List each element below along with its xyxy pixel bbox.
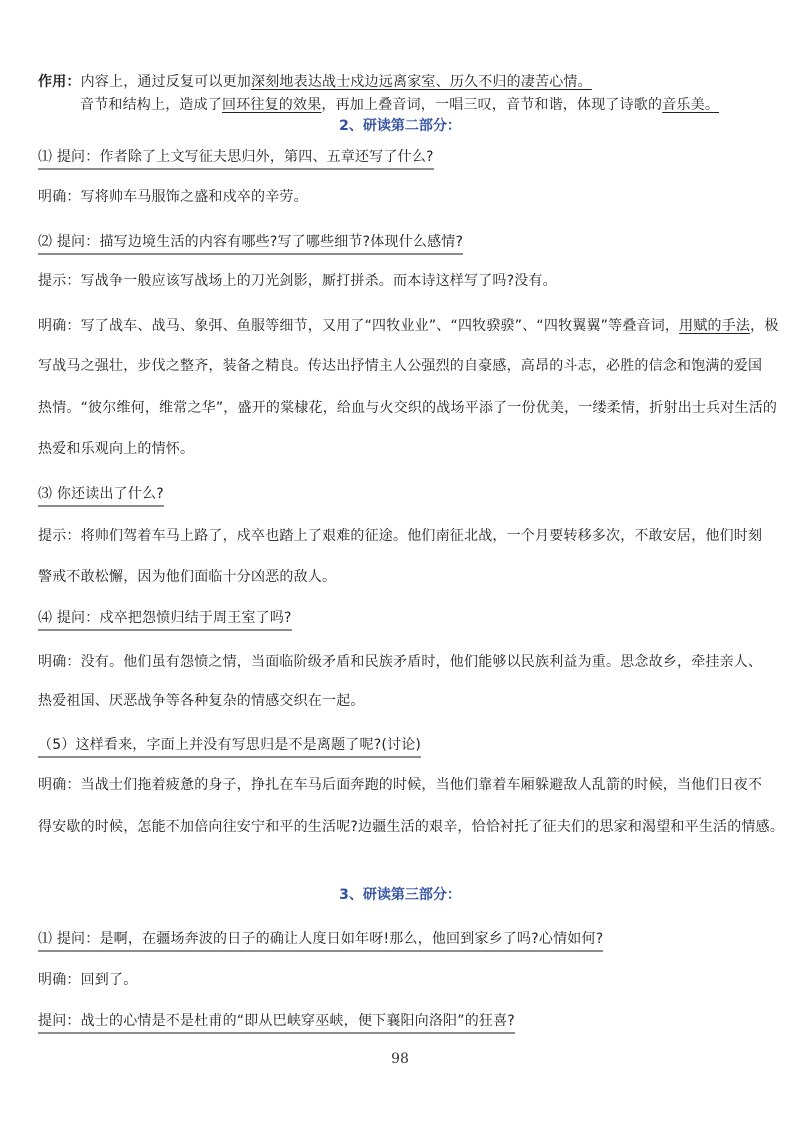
answer-1: 明确：写将帅车马服饰之盛和戍卒的辛劳。 — [38, 189, 308, 205]
zuoyong-text-a: 内容上，通过反复可以更加 — [80, 74, 252, 90]
question-2-text: ⑵ 提问：描写边境生活的内容有哪些?写了哪些细节?体现什么感情? — [38, 234, 463, 255]
answer-2-l1-c: ，极 — [750, 318, 779, 334]
answer-6: 明确：回到了。 — [38, 972, 138, 988]
question-7 — [38, 1012, 515, 1030]
zuoyong-l2-d: 音乐美。 — [662, 97, 720, 113]
question-2 — [38, 233, 463, 251]
answer-5-line-1: 明确：当战士们拖着疲惫的身子，挣扎在车马后面奔跑的时候，当他们靠着车厢躲避敌人乱箭的时候，当他们日夜不 — [38, 777, 763, 793]
answer-2-l1-b: 用赋的手法 — [679, 318, 751, 334]
hint-3-line-2: 警戒不敢松懈，因为他们面临十分凶恶的敌人。 — [38, 569, 337, 585]
hint-3-line-1: 提示：将帅们驾着车马上路了，戍卒也踏上了艰难的征途。他们南征北战，一个月要转移多次，不敢安居，他们时刻 — [38, 528, 763, 544]
zuoyong-l2-a: 音节和结构上，造成了 — [80, 97, 222, 113]
question-1 — [38, 148, 434, 166]
question-3-text: ⑶ 你还读出了什么? — [38, 486, 164, 507]
answer-2-line-3: 热情。“彼尔维何，维常之华”，盛开的棠棣花，给血与火交织的战场平添了一份优美，一缕柔情，折射出士兵对生活的 — [38, 400, 778, 416]
question-6-text: ⑴ 提问：是啊，在疆场奔波的日子的确让人度日如年呀!那么，他回到家乡了吗?心情如何? — [38, 931, 603, 952]
zuoyong-l2-c: ，再加上叠音词，一唱三叹，音节和谐，体现了诗歌的 — [321, 97, 663, 113]
question-5 — [38, 736, 421, 754]
answer-4-line-1: 明确：没有。他们虽有怨愤之情，当面临阶级矛盾和民族矛盾时，他们能够以民族利益为重。思念故乡，牵挂亲人、 — [38, 654, 763, 670]
answer-2-line-4: 热爱和乐观向上的情怀。 — [38, 441, 195, 457]
question-1-text: ⑴ 提问：作者除了上文写征夫思归外，第四、五章还写了什么? — [38, 149, 434, 170]
question-4-text: ⑷ 提问：戍卒把怨愤归结于周王室了吗? — [38, 610, 292, 631]
zuoyong-text-b: 深刻地表达战士戍边远离家室、历久不归的凄苦心情。 — [251, 74, 592, 90]
zuoyong-l2-b: 回环往复的效果 — [222, 97, 322, 113]
answer-5-line-2: 得安歇的时候，怎能不加倍向往安宁和平的生活呢?边疆生活的艰辛，恰恰衬托了征夫们的思家和渴望和平生活的情感。 — [38, 819, 785, 835]
section-2-heading: 2、研读第二部分： — [339, 118, 461, 134]
question-7-text: 提问：战士的心情是不是杜甫的“即从巴峡穿巫峡，便下襄阳向洛阳”的狂喜? — [38, 1013, 515, 1034]
question-6 — [38, 930, 603, 948]
answer-4-line-2: 热爱祖国、厌恶战争等各种复杂的情感交织在一起。 — [38, 693, 365, 709]
zuoyong-label: 作用： — [38, 74, 81, 90]
question-5-text: （5）这样看来，字面上并没有写思归是不是离题了呢?(讨论) — [38, 737, 421, 758]
section-3-heading: 3、研读第三部分： — [339, 887, 461, 903]
zuoyong-line-2 — [80, 96, 719, 114]
question-4 — [38, 609, 292, 627]
answer-2-line-1 — [38, 317, 779, 335]
zuoyong-line-1 — [38, 73, 592, 91]
answer-2-line-2: 写战马之强壮，步伐之整齐，装备之精良。传达出抒情主人公强烈的自豪感，高昂的斗志，必胜的信念和饱满的爱国 — [38, 358, 763, 374]
page-number: 98 — [391, 1051, 409, 1067]
hint-2: 提示：写战争一般应该写战场上的刀光剑影，厮打拼杀。而本诗这样写了吗?没有。 — [38, 273, 557, 289]
question-3 — [38, 485, 164, 503]
answer-2-l1-a: 明确：写了战车、战马、象弭、鱼服等细节，又用了“四牧业业”、“四牧骙骙”、“四牧翼翼”等叠音词， — [38, 318, 680, 334]
